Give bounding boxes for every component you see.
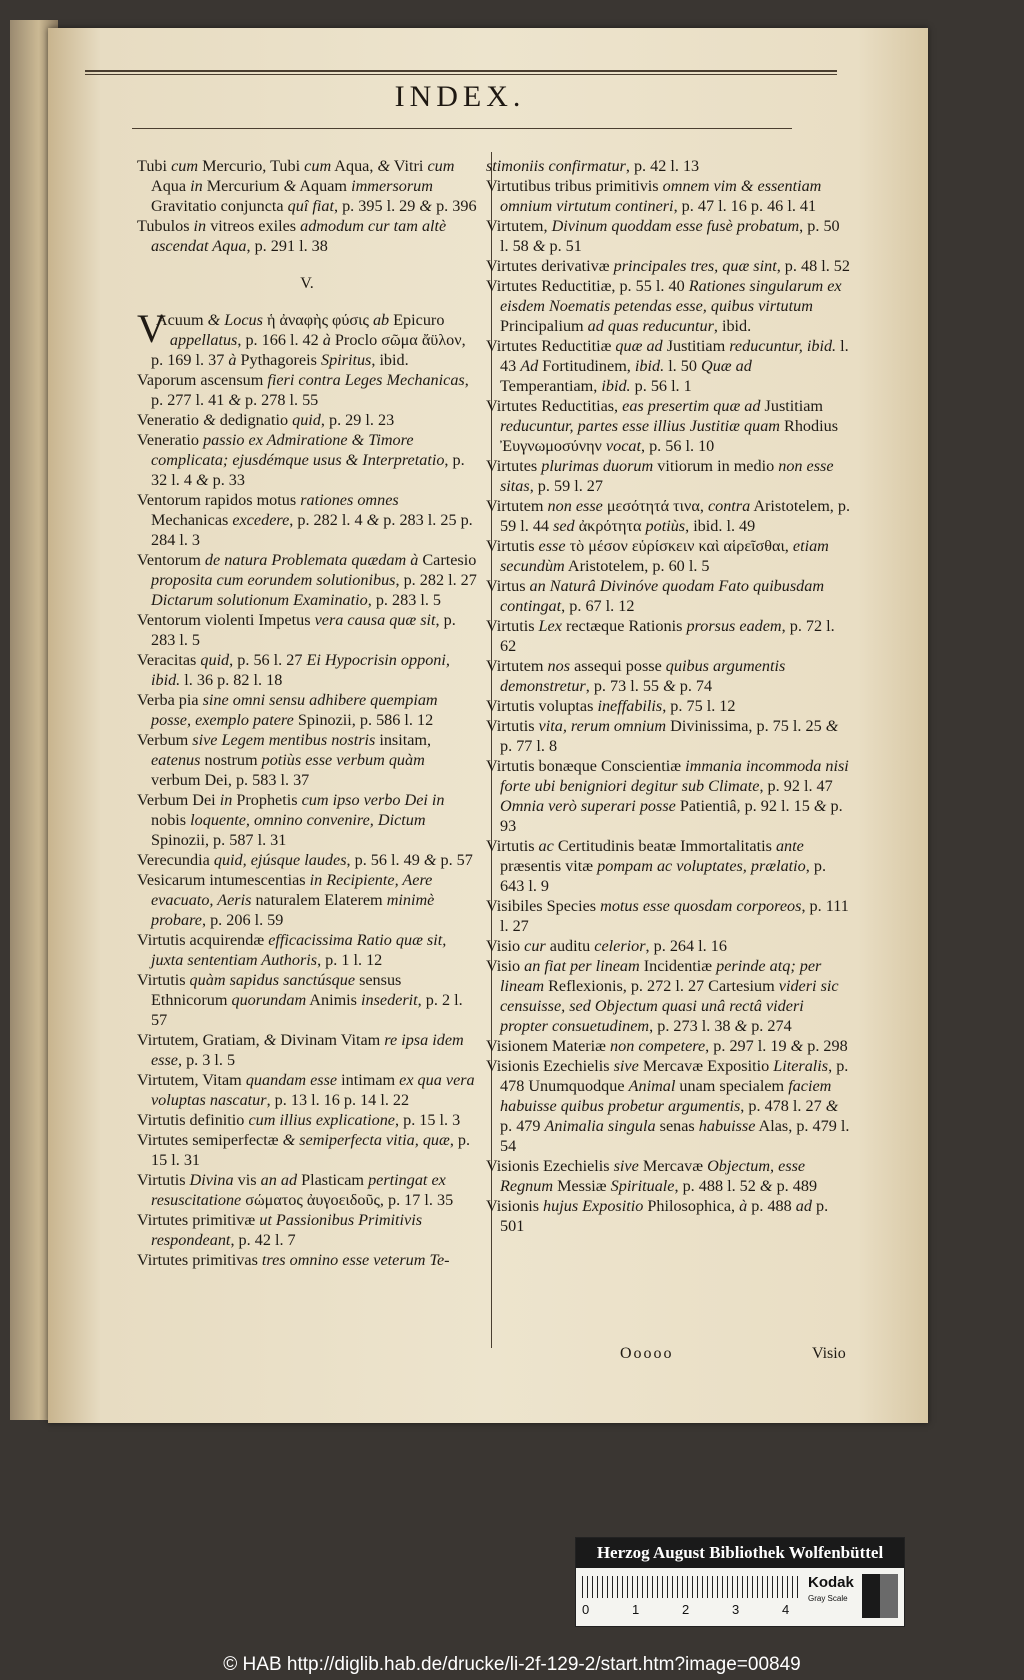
index-entry: Virtutes derivativæ principales tres, quæ sint, p. 48 l. 52 <box>486 257 850 275</box>
dropcap-letter: V <box>137 306 166 351</box>
index-entry: Visio an fiat per lineam Incidentiæ perinde atq; per lineam Reflexionis, p. 272 l. 27 Cartesium videri sic censuisse, sed Objectum quasi unâ rectâ videri propter consuetudinem, p. 273 l. 38 & p. 274 <box>486 957 839 1035</box>
index-entry: Verbum sive Legem mentibus nostris insitam, eatenus nostrum potiùs esse verbum quàm verbum Dei, p. 583 l. 37 <box>137 731 432 789</box>
index-entry: Tubi cum Mercurio, Tubi cum Aqua, & Vitri cum Aqua in Mercurium & Aquam immersorum Gravitatio conjuncta quî fiat, p. 395 l. 29 & p. 396 <box>137 157 477 215</box>
index-entry: Virtutem, Divinum quoddam esse fusè probatum, p. 50 l. 58 & p. 51 <box>486 217 840 255</box>
index-entry: Ventorum de natura Problemata quædam à Cartesio proposita cum eorundem solutionibus, p. 282 l. 27 Dictarum solutionum Examinatio, p. 283 l. 5 <box>137 551 477 609</box>
dropcap-entry <box>137 306 477 370</box>
index-entry: Verba pia sine omni sensu adhibere quempiam posse, exemplo patere Spinozii, p. 586 l. 12 <box>137 691 438 729</box>
index-entry: Visionem Materiæ non competere, p. 297 l. 19 & p. 298 <box>486 1037 848 1055</box>
index-entry: Virtutes Reductitiæ, p. 55 l. 40 Rationes singularum ex eisdem Noematis petendas esse, quibus virtutum Principalium ad quas reducuntur, ibid. <box>486 277 842 335</box>
index-entry: Ventorum rapidos motus rationes omnes Mechanicas excedere, p. 282 l. 4 & p. 283 l. 25 p. 284 l. 3 <box>137 491 473 549</box>
index-entry: Ventorum violenti Impetus vera causa quæ sit, p. 283 l. 5 <box>137 611 456 649</box>
index-entry: Virtutis bonæque Conscientiæ immania incommoda nisi forte ubi benigniori degitur sub Climate, p. 92 l. 47 Omnia verò superari posse Patientiâ, p. 92 l. 15 & p. 93 <box>486 757 849 835</box>
index-entry: Virtus an Naturâ Divinóve quodam Fato quibusdam contingat, p. 67 l. 12 <box>486 577 825 615</box>
index-entry: Veracitas quid, p. 56 l. 27 Ei Hypocrisin opponi, ibid. l. 36 p. 82 l. 18 <box>137 651 450 689</box>
ruler-number: 0 <box>582 1602 590 1617</box>
left-column-entries-v <box>137 370 477 1270</box>
index-entry: Virtutes primitivas tres omnino esse veterum Te- <box>137 1251 450 1269</box>
right-column-entries <box>486 156 850 1236</box>
signature-mark: Ooooo <box>620 1345 674 1362</box>
page-title: INDEX. <box>394 80 526 113</box>
index-entry: Virtutis vita, rerum omnium Divinissima, p. 75 l. 25 & p. 77 l. 8 <box>486 717 839 755</box>
ruler-number: 4 <box>782 1602 790 1617</box>
library-color-card <box>575 1537 905 1627</box>
kodak-logo: Kodak <box>808 1574 854 1591</box>
index-entry: Virtutis ac Certitudinis beatæ Immortalitatis ante præsentis vitæ pompam ac voluptates, prælatio, p. 643 l. 9 <box>486 837 827 895</box>
ruler-number: 2 <box>682 1602 690 1617</box>
right-column <box>486 156 850 1236</box>
left-column-entries-t <box>137 156 477 256</box>
index-entry: Virtutem, Vitam quandam esse intimam ex qua vera voluptas nascatur, p. 13 l. 16 p. 14 l. 22 <box>137 1071 475 1109</box>
gray-swatch-dark <box>862 1574 880 1618</box>
index-entry: Veneratio passio ex Admiratione & Timore complicata; ejusdémque usus & Interpretatio, p. 32 l. 4 & p. 33 <box>137 431 465 489</box>
index-entry: Virtutis definitio cum illius explicatione, p. 15 l. 3 <box>137 1111 461 1129</box>
section-letter: V. <box>300 275 314 292</box>
title-rule <box>132 128 792 129</box>
dropcap-entry-text: Acuum & Locus ἡ ἀναφὴς φύσις ab Epicuro appellatus, p. 166 l. 42 à Proclo σῶμα ἄϋλον, p. 169 l. 37 à Pythagoreis Spiritus, ibid. <box>151 311 466 369</box>
index-entry: Virtutes Reductitias, eas presertim quæ ad Justitiam reducuntur, partes esse illius Justitiæ quam Rhodius Ἐυγνωμοσύνην vocat, p. 56 l. 10 <box>486 397 839 455</box>
index-entry: Tubulos in vitreos exiles admodum cur tam altè ascendat Aqua, p. 291 l. 38 <box>137 217 447 255</box>
index-entry: stimoniis confirmatur, p. 42 l. 13 <box>486 157 700 175</box>
index-entry: Visionis Ezechielis sive Mercavæ Objectum, esse Regnum Messiæ Spirituale, p. 488 l. 52 & p. 489 <box>486 1157 818 1195</box>
index-entry: Virtutibus tribus primitivis omnem vim & essentiam omnium virtutum contineri, p. 47 l. 16 p. 46 l. 41 <box>486 177 822 215</box>
index-entry: Verbum Dei in Prophetis cum ipso verbo Dei in nobis loquente, omnino convenire, Dictum Spinozii, p. 587 l. 31 <box>137 791 445 849</box>
index-entry: Virtutes primitivæ ut Passionibus Primitivis respondeant, p. 42 l. 7 <box>137 1211 423 1249</box>
index-entry: Virtutis quàm sapidus sanctúsque sensus Ethnicorum quorundam Animis insederit, p. 2 l. 57 <box>137 971 463 1029</box>
index-entry: Veneratio & dedignatio quid, p. 29 l. 23 <box>137 411 395 429</box>
gray-scale-label: Gray Scale <box>808 1594 848 1603</box>
ruler-number: 3 <box>732 1602 740 1617</box>
library-name: Herzog August Bibliothek Wolfenbüttel <box>576 1538 904 1568</box>
index-entry: Virtutis Lex rectæque Rationis prorsus eadem, p. 72 l. 62 <box>486 617 835 655</box>
index-entry: Visio cur auditu celerior, p. 264 l. 16 <box>486 937 727 955</box>
ruler-number: 1 <box>632 1602 640 1617</box>
gray-swatch-mid <box>880 1574 898 1618</box>
index-entry: Verecundia quid, ejúsque laudes, p. 56 l. 49 & p. 57 <box>137 851 473 869</box>
index-entry: Virtutem, Gratiam, & Divinam Vitam re ipsa idem esse, p. 3 l. 5 <box>137 1031 464 1069</box>
index-entry: Virtutis voluptas ineffabilis, p. 75 l. 12 <box>486 697 736 715</box>
catchword: Visio <box>812 1345 846 1362</box>
index-entry: Virtutem non esse μεσότητά τινα, contra Aristotelem, p. 59 l. 44 sed ἀκρότητα potiùs, ibid. l. 49 <box>486 497 851 535</box>
left-column <box>137 156 477 1270</box>
header-rule <box>85 70 837 72</box>
index-entry: Virtutes Reductitiæ quæ ad Justitiam reducuntur, ibid. l. 43 Ad Fortitudinem, ibid. l. 50 Quæ ad Temperantiam, ibid. p. 56 l. 1 <box>486 337 849 395</box>
index-entry: Visionis Ezechielis sive Mercavæ Expositio Literalis, p. 478 Unumquodque Animal unam specialem faciem habuisse quibus probetur argumentis, p. 478 l. 27 & p. 479 Animalia singula senas habuisse Alas, p. 479 l. 54 <box>486 1057 850 1155</box>
index-entry: Virtutis Divina vis an ad Plasticam pertingat ex resuscitatione σώματος ἀυγοειδοῦς, p. 17 l. 35 <box>137 1171 454 1209</box>
copyright-footer: © HAB http://diglib.hab.de/drucke/li-2f-129-2/start.htm?image=00849 <box>0 1650 1024 1680</box>
index-entry: Virtutes semiperfectæ & semiperfecta vitia, quæ, p. 15 l. 31 <box>137 1131 471 1169</box>
index-entry: Visibiles Species motus esse quosdam corporeos, p. 111 l. 27 <box>486 897 849 935</box>
index-entry: Visionis hujus Expositio Philosophica, à p. 488 ad p. 501 <box>486 1197 829 1235</box>
index-entry: Vesicarum intumescentias in Recipiente, Aere evacuato, Aeris naturalem Elaterem minimè probare, p. 206 l. 59 <box>137 871 435 929</box>
index-entry: Virtutes plurimas duorum vitiorum in medio non esse sitas, p. 59 l. 27 <box>486 457 834 495</box>
index-entry: Virtutem nos assequi posse quibus argumentis demonstretur, p. 73 l. 55 & p. 74 <box>486 657 786 695</box>
index-entry: Vaporum ascensum fieri contra Leges Mechanicas, p. 277 l. 41 & p. 278 l. 55 <box>137 371 469 409</box>
header-rule-thin <box>85 74 837 75</box>
index-entry: Virtutis esse τὸ μέσον εὑρίσκειν καὶ αἱρεῖσθαι, etiam secundùm Aristotelem, p. 60 l. 5 <box>486 537 829 575</box>
index-entry: Virtutis acquirendæ efficacissima Ratio quæ sit, juxta sententiam Authoris, p. 1 l. 12 <box>137 931 447 969</box>
ruler-scale <box>582 1576 802 1598</box>
